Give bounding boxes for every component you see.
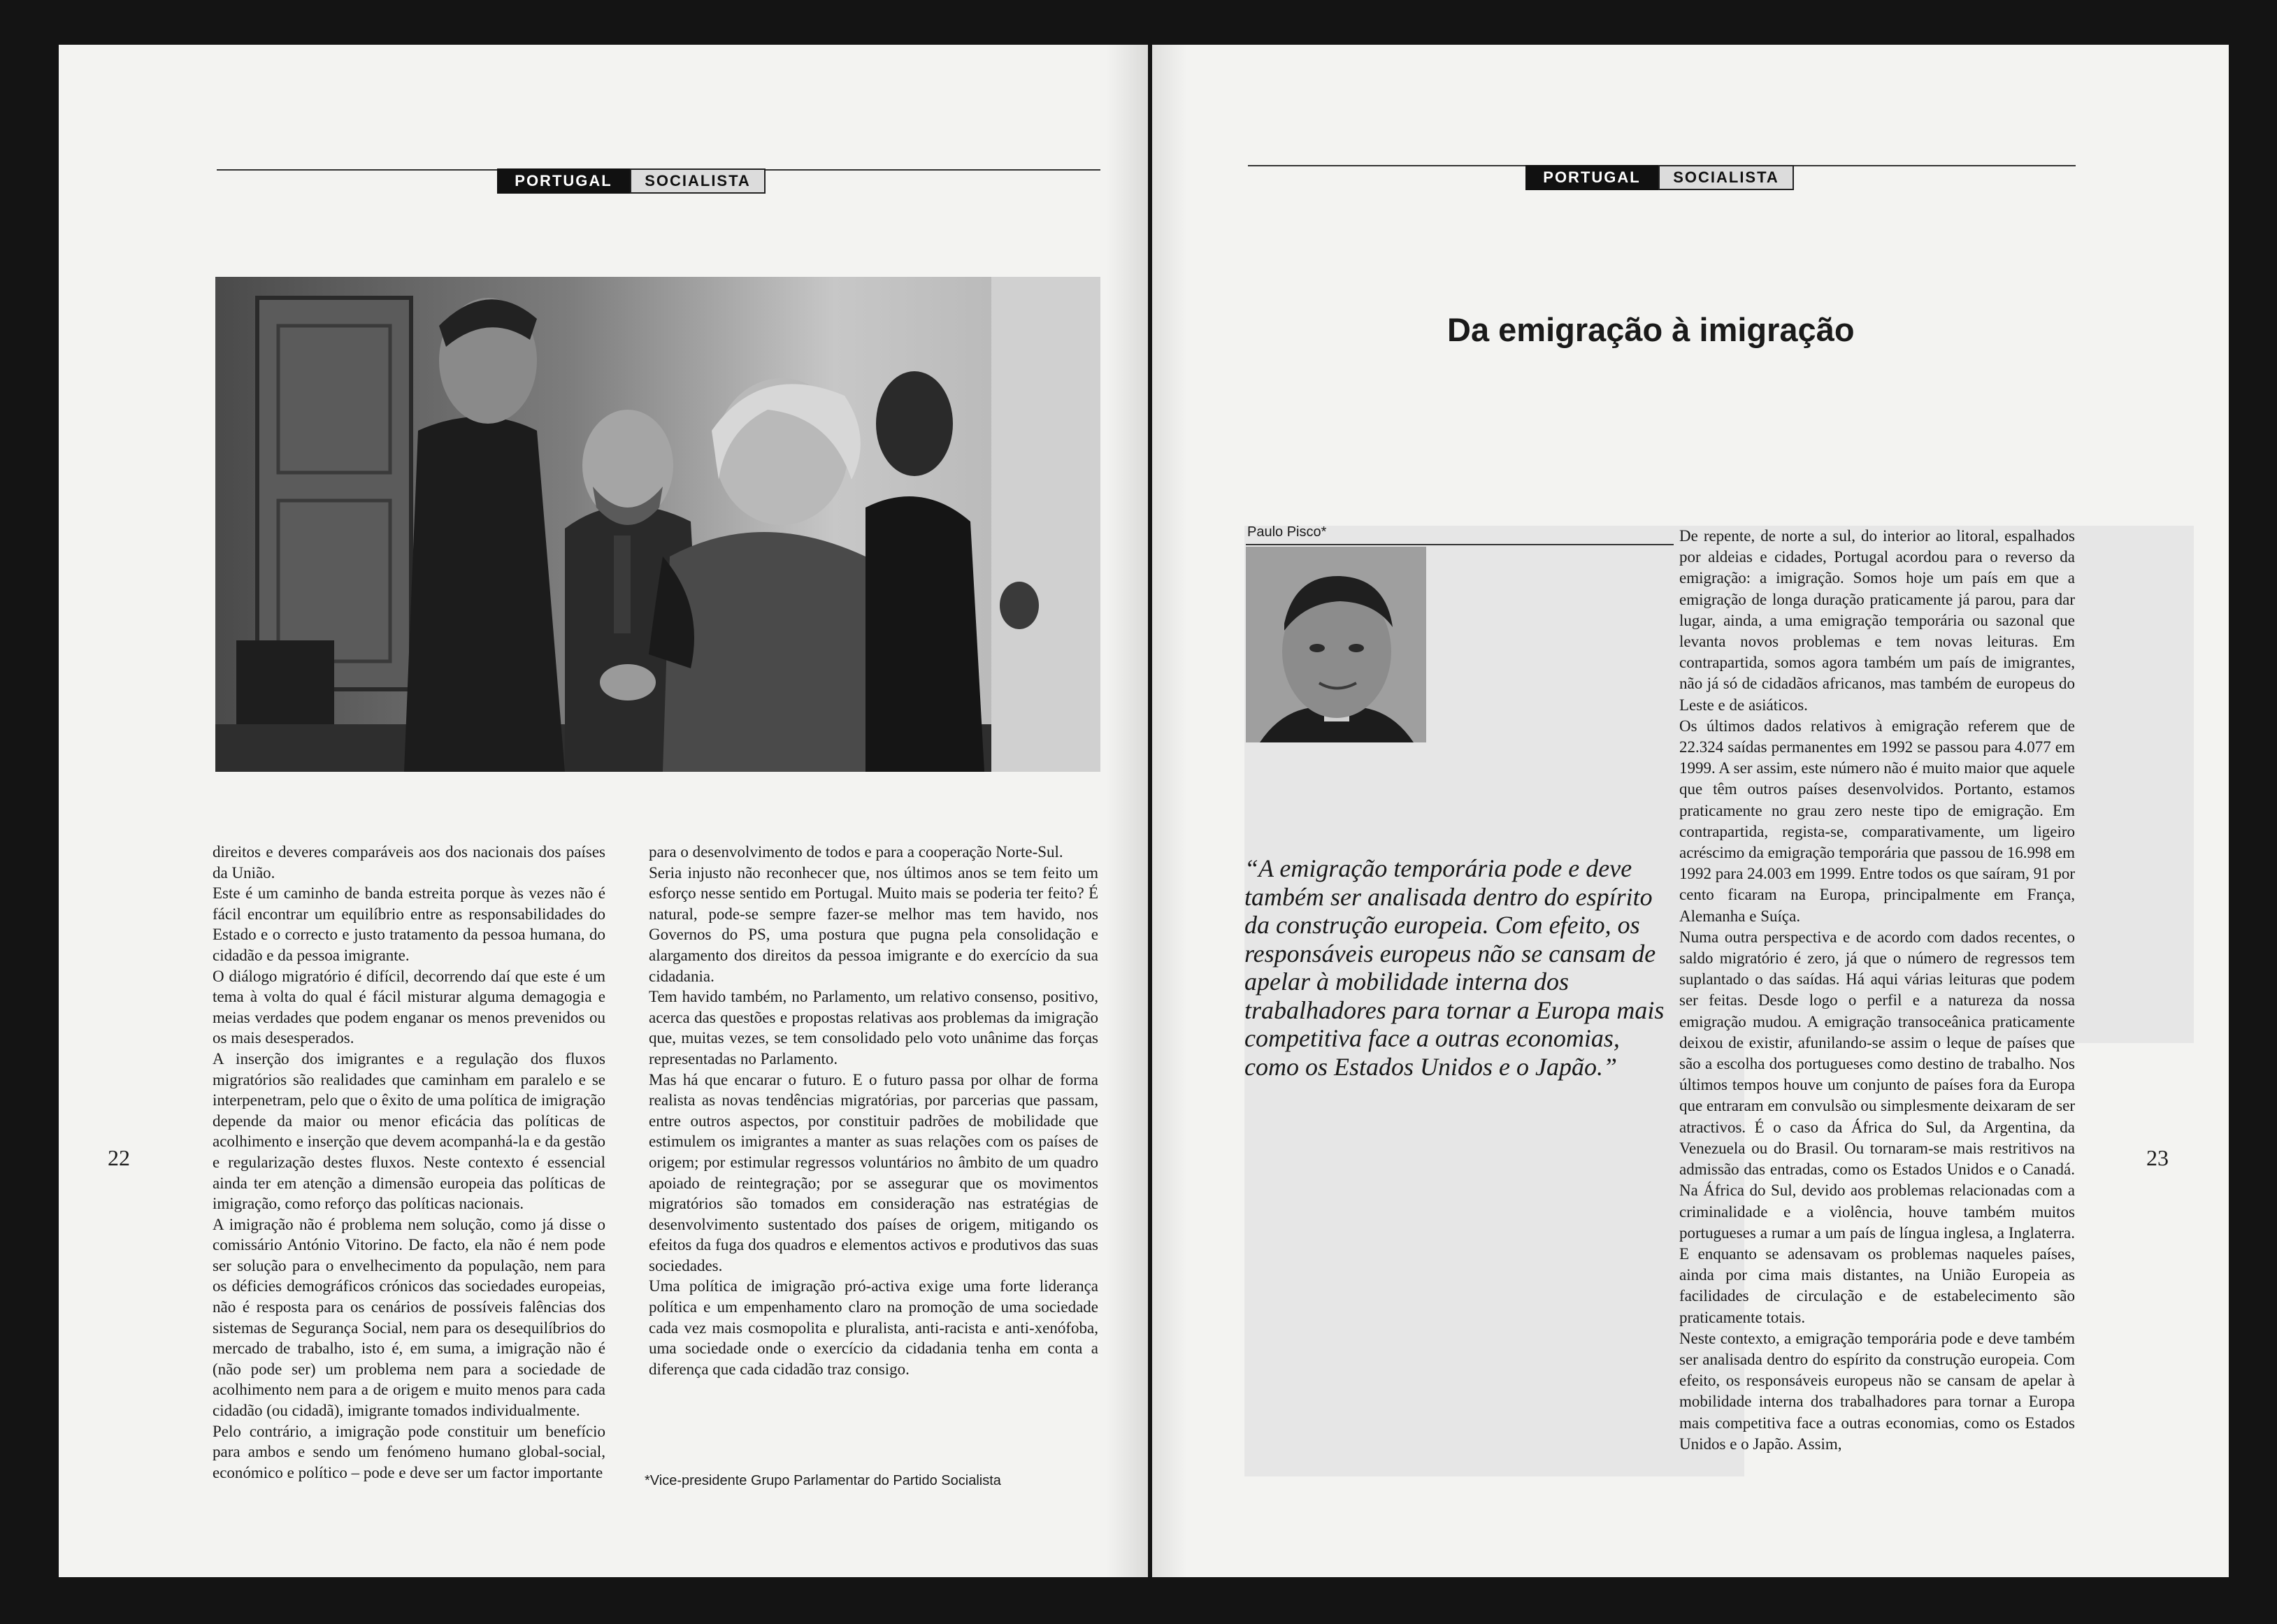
paragraph: para o desenvolvimento de todos e para a cooperação Norte-Sul. bbox=[649, 843, 1063, 861]
publication-logo bbox=[497, 168, 766, 194]
paragraph: A imigração não é problema nem solução, como já disse o comissário António Vitorino. De facto, ela não é nem pode ser solução para o envelhecimento da população, nem para os déficies demográficos crónicos das sociedades europeias, não é resposta para os cenários de possíveis falências dos sistemas de Segurança Social, nem para os desequilíbrios do mercado de trabalho, isto é, em suma, a imigração não é (não pode ser) um problema nem para a sociedade de acolhimento nem para a de origem e muito menos para cada cidadão (ou cidadã), imigrante tomados individualmente. bbox=[213, 1215, 605, 1420]
paragraph: De repente, de norte a sul, do interior ao litoral, espalhados por aldeias e cidades, Portugal acordou para o reverso da emigração: a imigração. Somos hoje um país em que a emigração de longa duração praticamente já parou, para dar lugar, ainda, a uma emigração temporária ou sazonal que levanta novos problemas e tem novas leituras. Em contrapartida, somos agora também um país de imigrantes, não já só de cidadãos africanos, mas também de europeus do Leste e de asiáticos. bbox=[1679, 527, 2075, 714]
paragraph: Os últimos dados relativos à emigração referem que de 22.324 saídas permanentes em 1992 se passou para 4.077 em 1999. A ser assim, este número não é muito maior que aquele que têm outros países desenvolvidos. Portanto, estamos praticamente no grau zero neste tipo de emigração. Em contrapartida, regista-se, comparativamente, um ligeiro acréscimo da emigração temporária que passou de 16.998 em 1992 para 24.003 em 1999. Entre todos os que saíram, 91 por cento ficaram na Europa, principalmente em França, Alemanha e Suíça. bbox=[1679, 717, 2075, 925]
photo-image bbox=[215, 277, 1100, 772]
article-title: Da emigração à imigração bbox=[1447, 311, 1855, 348]
paragraph: direitos e deveres comparáveis aos dos nacionais dos países da União. bbox=[213, 843, 605, 882]
left-column-1 bbox=[213, 842, 605, 1483]
paragraph: Seria injusto não reconhecer que, nos últimos anos se tem feito um esforço nesse sentido em Portugal. Muito mais se poderia ter feito? É natural, pode-se sempre fazer-se melhor mas tem havido, nos Governos do PS, uma postura que pugna pela consolidação e alargamento dos direitos da pessoa imigrante e do exercício da sua cidadania. bbox=[649, 863, 1098, 985]
group-photo bbox=[215, 277, 1100, 772]
logo-socialista: SOCIALISTA bbox=[630, 168, 766, 194]
paragraph: O diálogo migratório é difícil, decorrendo daí que este é um tema à volta do qual é fácil misturar alguma demagogia e meias verdades que podem enganar os menos prevenidos ou os mais desesperados. bbox=[213, 967, 605, 1047]
paragraph: Uma política de imigração pró-activa exige uma forte liderança política e um empenhamento claro na promoção de uma sociedade cada vez mais cosmopolita e pluralista, anti-racista e anti-xenófoba, uma sociedade onde o exercício da cidadania tenha em conta a diferença que cada cidadão traz consigo. bbox=[649, 1277, 1098, 1378]
page-number-23: 23 bbox=[2146, 1145, 2169, 1170]
right-page bbox=[1152, 45, 2229, 1577]
right-column bbox=[1679, 526, 2075, 1455]
paragraph: Numa outra perspectiva e de acordo com dados recentes, o saldo migratório é zero, já que o número de regressos tem suplantado o das saídas. Há aqui várias leituras que podem ser feitas. Desde logo o perfil e a natureza da nossa emigração mudou. A emigração transoceânica praticamente deixou de existir, afunilando-se assim o leque de países que são a escolha dos portugueses como destino de trabalho. Nos últimos tempos houve um conjunto de países fora da Europa que entraram em convulsão ou simplesmente deixaram de ser atractivos. É o caso da África do Sul, da Argentina, da Venezuela ou do Brasil. Ou tornaram-se mais restritivos na admissão das entradas, como os Estados Unidos e o Canadá. Na África do Sul, devido aos problemas relacionadas com a criminalidade e a violência, houve também muitos portugueses a rumar a um país de língua inglesa, a Inglaterra. E enquanto se adensavam os problemas naqueles países, ainda por cima mais distantes, na União Europeia as facilidades de circulação e de estabelecimento são praticamente totais. bbox=[1679, 928, 2075, 1326]
page-gutter-shadow bbox=[1106, 45, 1148, 1577]
paragraph: Mas há que encarar o futuro. E o futuro passa por olhar de forma realista as novas tendências migratórias, por parcerias que passam, entre outros aspectos, por constituir padrões de mobilidade que estimulem os imigrantes a manter as suas relações com os países de origem; por estimular regressos voluntários no âmbito de um quadro apoiado de reintegração; por se assegurar que os movimentos migratórios são tomados em consideração nas estratégias de desenvolvimento sustentado dos países de origem, mitigando os efeitos da fuga dos quadros e elementos activos e produtivos das suas sociedades. bbox=[649, 1070, 1098, 1274]
author-portrait bbox=[1246, 547, 1426, 742]
author-footnote: *Vice-presidente Grupo Parlamentar do Partido Socialista bbox=[645, 1473, 1001, 1488]
logo-socialista: SOCIALISTA bbox=[1658, 165, 1794, 190]
left-column-2 bbox=[649, 842, 1098, 1379]
logo-portugal: PORTUGAL bbox=[497, 168, 630, 194]
paragraph: Pelo contrário, a imigração pode constituir um benefício para ambos e sendo um fenómeno humano global-social, económico e político – pode e deve ser um factor importante bbox=[213, 1422, 605, 1481]
paragraph: A inserção dos imigrantes e a regulação dos fluxos migratórios são realidades que caminham em paralelo e se interpenetram, pelo que o êxito de uma política de imigração depende da maior ou menor eficácia das políticas de acolhimento e inserção que devem acompanhá-la e da gestão e regularização destes fluxos. Neste contexto é essencial ainda ter em atenção a dimensão europeia das políticas de imigração, como reforço das políticas nacionais. bbox=[213, 1049, 605, 1213]
portrait-image bbox=[1246, 547, 1426, 742]
publication-logo bbox=[1525, 165, 1794, 190]
page-number-22: 22 bbox=[108, 1145, 130, 1170]
paragraph: Este é um caminho de banda estreita porque às vezes não é fácil encontrar um equilíbrio entre as responsabilidades do Estado e o correcto e justo tratamento da pessoa humana, do cidadão e da pessoa imigrante. bbox=[213, 884, 605, 964]
page-gutter-shadow bbox=[1152, 45, 1187, 1577]
author-name: Paulo Pisco* bbox=[1247, 524, 1327, 540]
left-page bbox=[59, 45, 1148, 1577]
paragraph: Tem havido também, no Parlamento, um relativo consenso, positivo, acerca das questões e propostas relativas aos problemas da imigração que, muitas vezes, se tem consolidado pelo voto unânime das forças representadas no Parlamento. bbox=[649, 988, 1098, 1068]
logo-portugal: PORTUGAL bbox=[1525, 165, 1658, 190]
paragraph: Neste contexto, a emigração temporária pode e deve também ser analisada dentro do espírito da construção europeia. Com efeito, os responsáveis europeus não se cansam de apelar à mobilidade interna dos trabalhadores para tornar a Europa mais competitiva face a outras economias, como os Estados Unidos e o Japão. Assim, bbox=[1679, 1329, 2075, 1453]
pull-quote: “A emigração temporária pode e deve também ser analisada dentro do espírito da construção europeia. Com efeito, os responsáveis europeus não se cansam de apelar à mobilidade interna dos trabalhadores para tornar a Europa mais competitiva face a outras economias, como os Estados Unidos e o Japão.” bbox=[1244, 854, 1665, 1081]
author-rule bbox=[1246, 544, 1674, 545]
